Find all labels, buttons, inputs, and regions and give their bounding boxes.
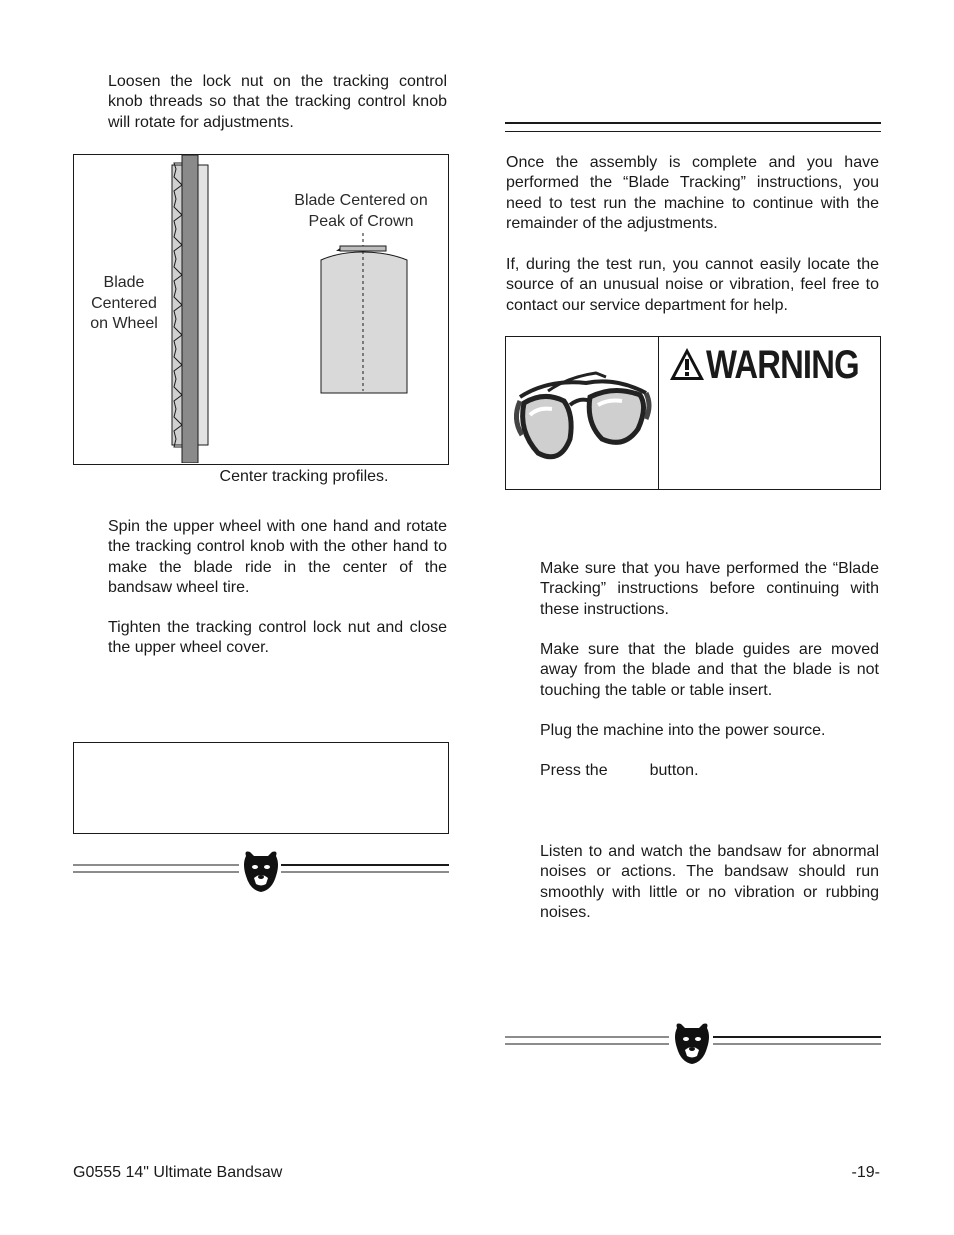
- bear-logo-icon: [675, 1024, 709, 1065]
- blade-on-crown: [340, 246, 386, 251]
- step-press-post: button.: [649, 762, 699, 779]
- test-run-intro: Once the assembly is complete and you have performed the “Blade Tracking” instructions, you need to test run the machine to continue with the remainder of the adjustments.: [506, 154, 879, 232]
- figure-caption: Center tracking profiles.: [219, 468, 389, 485]
- warning-triangle-icon: [669, 347, 705, 381]
- section-end-divider-right: [505, 1020, 881, 1066]
- step-loosen-lock-nut: Loosen the lock nut on the tracking control knob threads so that the tracking control knob will rotate for adjustments.: [108, 73, 447, 131]
- step-confirm-blade-tracking: Make sure that you have performed the “Blade Tracking” instructions before continuing with these instructions.: [540, 560, 879, 618]
- step-tighten-lock-nut: Tighten the tracking control lock nut and close the upper wheel cover.: [108, 619, 447, 657]
- step-listen-and-watch: Listen to and watch the bandsaw for abnormal noises or actions. The bandsaw should run smoothly with little or no vibration or rubbing noises.: [540, 843, 879, 921]
- label-blade-centered-on-crown: Blade Centered on Peak of Crown: [294, 192, 428, 230]
- section-end-divider-left: [73, 848, 449, 894]
- step-press-button: [540, 761, 879, 781]
- wheel-tire: [182, 155, 198, 463]
- tracking-figure: [73, 154, 449, 465]
- label-blade-centered-on-wheel: Blade Centered on Wheel: [90, 274, 158, 332]
- warning-word: WARNING: [706, 343, 859, 387]
- bear-logo-icon: [244, 852, 278, 893]
- section-heading-rule: [505, 122, 881, 134]
- safety-glasses-icon: [508, 339, 656, 489]
- note-box: [73, 742, 449, 834]
- step-press-pre: Press the: [540, 762, 608, 779]
- footer-page-number: -19-: [851, 1164, 880, 1181]
- test-run-help: If, during the test run, you cannot easily locate the source of an unusual noise or vibration, feel free to contact our service department for help.: [506, 256, 879, 314]
- step-move-blade-guides: Make sure that the blade guides are moved away from the blade and that the blade is not touching the table or table insert.: [540, 641, 879, 699]
- crowned-tire-profile: [321, 252, 407, 393]
- step-plug-machine: Plug the machine into the power source.: [540, 722, 826, 739]
- warning-header: [669, 343, 879, 385]
- footer-model: G0555 14" Ultimate Bandsaw: [73, 1164, 283, 1181]
- warning-box: [505, 336, 881, 490]
- step-spin-upper-wheel: Spin the upper wheel with one hand and rotate the tracking control knob with the other hand to make the blade ride in the center of the bandsaw wheel tire.: [108, 518, 447, 596]
